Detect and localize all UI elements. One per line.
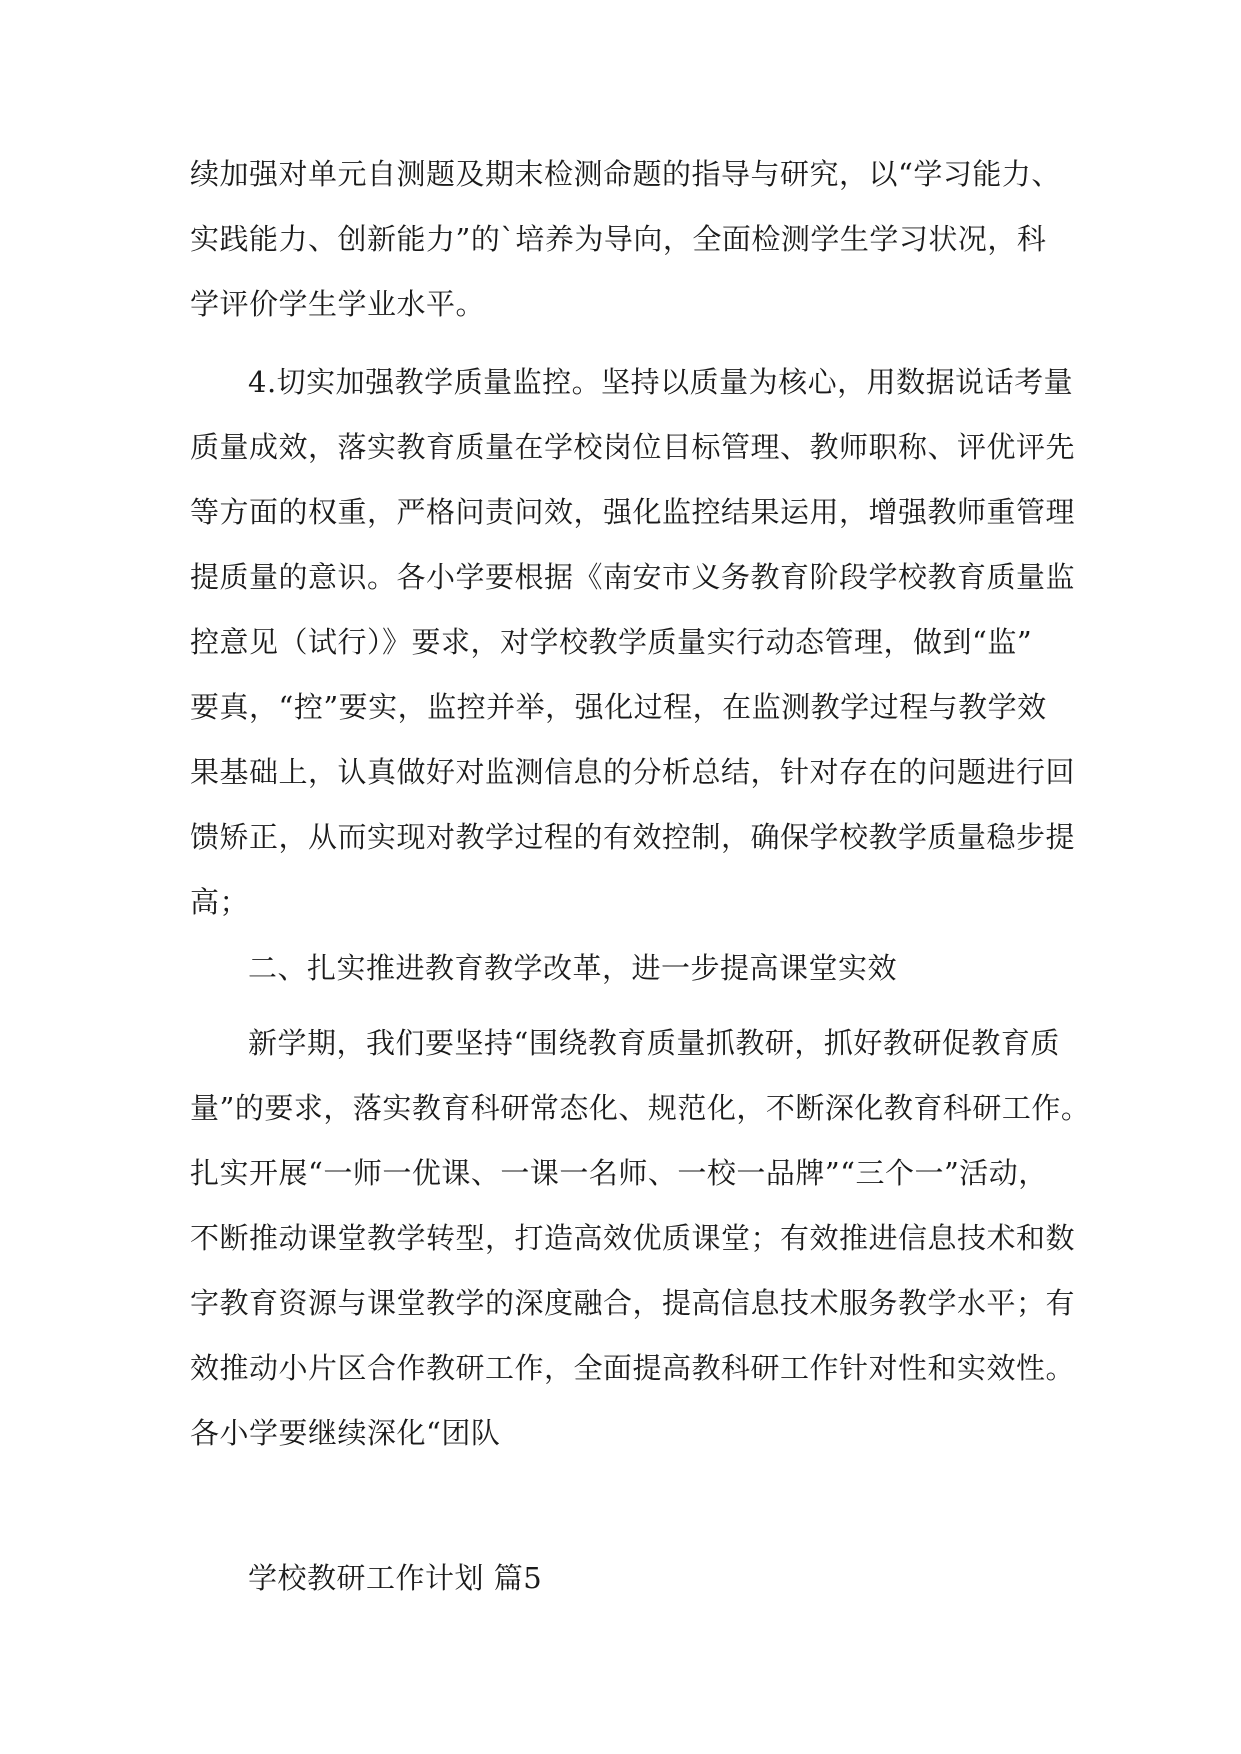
- text-line: 新学期，我们要坚持“围绕教育质量抓教研，抓好教研促教育质: [248, 1026, 1060, 1060]
- text-line: 实践能力、创新能力”的`培养为导向，全面检测学生学习状况，科: [190, 222, 1047, 256]
- text-line: 不断推动课堂教学转型，打造高效优质课堂；有效推进信息技术和数: [190, 1221, 1076, 1255]
- text-line: 量”的要求，落实教育科研常态化、规范化，不断深化教育科研工作。: [190, 1091, 1091, 1125]
- section-title: 学校教研工作计划 篇5: [248, 1561, 543, 1595]
- text-line: 果基础上，认真做好对监测信息的分析总结，针对存在的问题进行回: [190, 755, 1076, 789]
- text-line: 字教育资源与课堂教学的深度融合，提高信息技术服务教学水平；有: [190, 1286, 1076, 1320]
- text-line: 质量成效，落实教育质量在学校岗位目标管理、教师职称、评优评先: [190, 430, 1076, 464]
- text-line: 扎实开展“一师一优课、一课一名师、一校一品牌”“三个一”活动，: [190, 1156, 1048, 1190]
- section-heading: 二、扎实推进教育教学改革，进一步提高课堂实效: [248, 951, 898, 985]
- text-line: 提质量的意识。各小学要根据《南安市义务教育阶段学校教育质量监: [190, 560, 1076, 594]
- text-line: 高；: [190, 885, 250, 919]
- text-line: 续加强对单元自测题及期末检测命题的指导与研究，以“学习能力、: [190, 157, 1061, 191]
- text-line: 各小学要继续深化“团队: [190, 1416, 501, 1450]
- text-line: 效推动小片区合作教研工作，全面提高教科研工作针对性和实效性。: [190, 1351, 1076, 1385]
- text-line: 等方面的权重，严格问责问效，强化监控结果运用，增强教师重管理: [190, 495, 1076, 529]
- text-line: 馈矫正，从而实现对教学过程的有效控制，确保学校教学质量稳步提: [190, 820, 1076, 854]
- text-line: 控意见（试行）》要求，对学校教学质量实行动态管理，做到“监”: [190, 625, 1033, 659]
- text-line: 4.切实加强教学质量监控。坚持以质量为核心，用数据说话考量: [248, 365, 1074, 399]
- text-line: 要真，“控”要实，监控并举，强化过程，在监测教学过程与教学效: [190, 690, 1047, 724]
- text-line: 学评价学生学业水平。: [190, 287, 486, 321]
